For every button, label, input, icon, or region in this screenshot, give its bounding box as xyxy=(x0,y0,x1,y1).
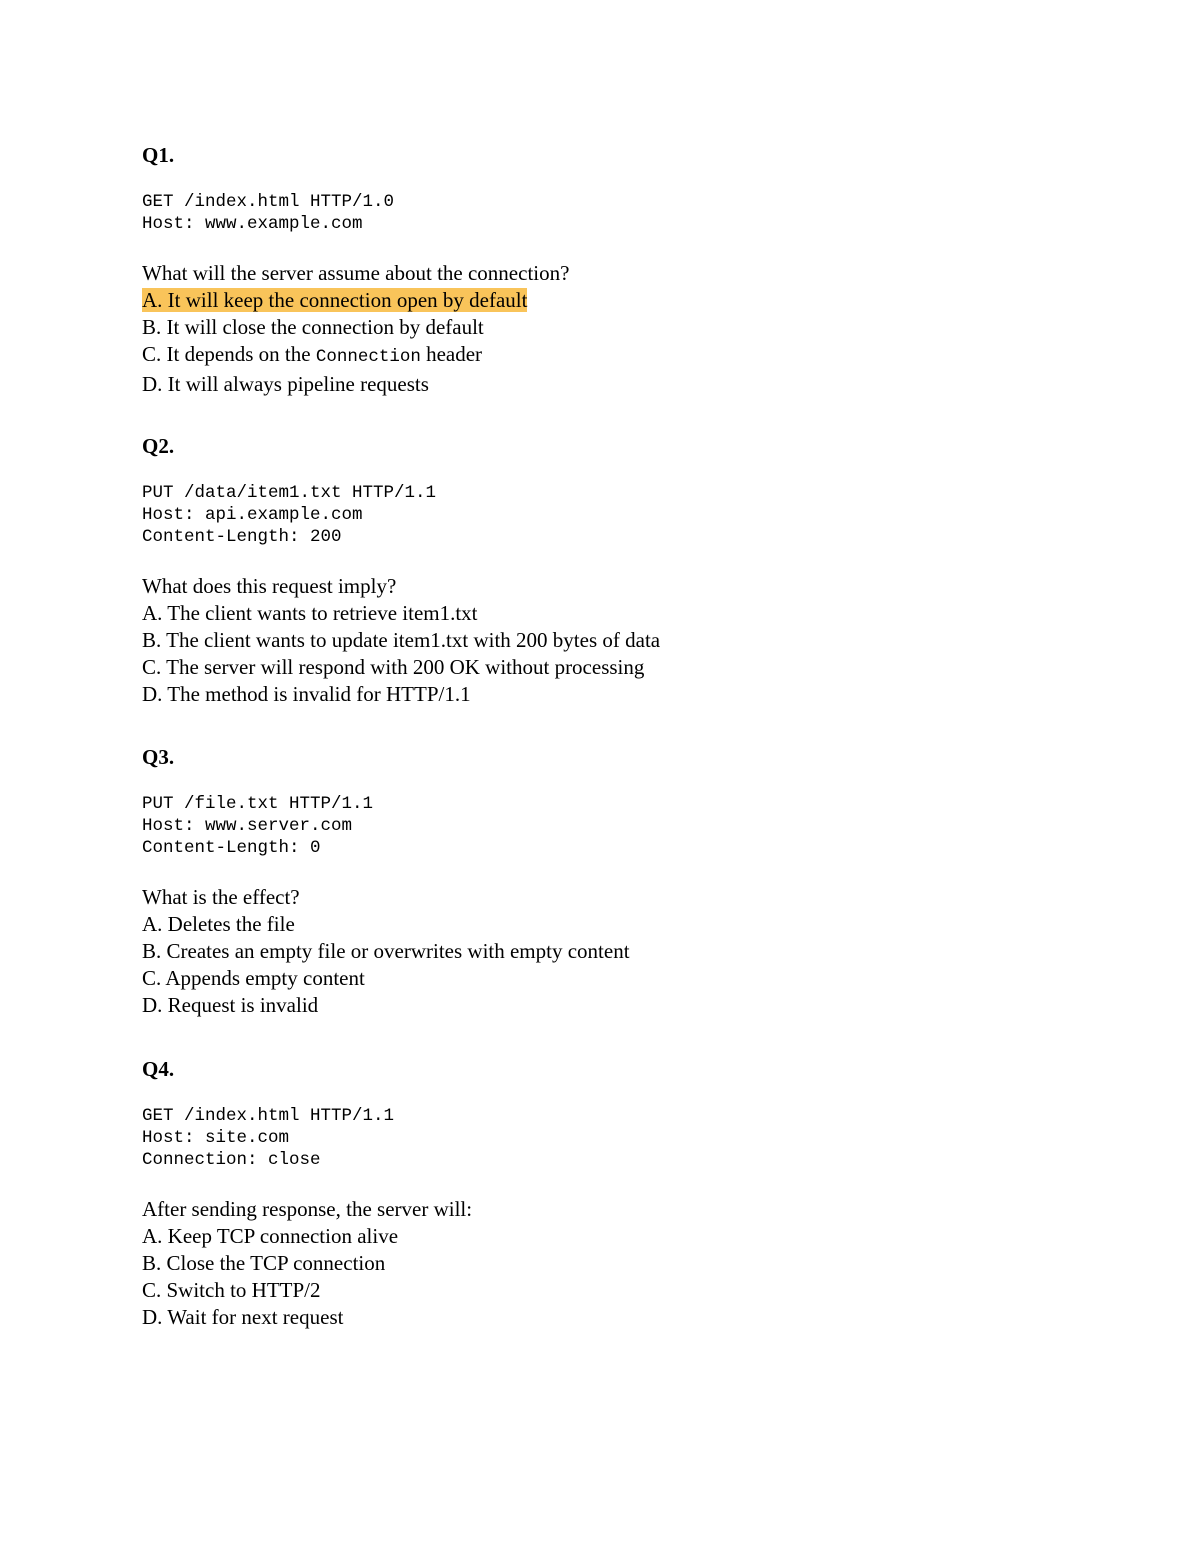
answer-option-d: D. The method is invalid for HTTP/1.1 xyxy=(142,682,471,706)
answer-options xyxy=(142,287,1142,398)
http-request-code: PUT /data/item1.txt HTTP/1.1 Host: api.example.com Content-Length: 200 xyxy=(142,483,437,547)
question-prompt: What is the effect? xyxy=(142,885,300,909)
question-heading: Q2. xyxy=(142,434,175,458)
http-request-code: PUT /file.txt HTTP/1.1 Host: www.server.com Content-Length: 0 xyxy=(142,794,374,858)
answer-option-b: B. Close the TCP connection xyxy=(142,1251,386,1275)
answer-option-b: B. It will close the connection by default xyxy=(142,315,484,339)
answer-option-b: B. Creates an empty file or overwrites with empty content xyxy=(142,939,630,963)
answer-option-d: D. It will always pipeline requests xyxy=(142,372,429,396)
question-4 xyxy=(142,1056,1142,1331)
highlighted-answer: A. It will keep the connection open by default xyxy=(142,288,528,312)
option-text-suffix: header xyxy=(420,342,483,366)
question-3 xyxy=(142,744,1142,1019)
answer-options xyxy=(142,600,1142,708)
http-request-code: GET /index.html HTTP/1.1 Host: site.com Connection: close xyxy=(142,1106,395,1170)
answer-option-c: C. Appends empty content xyxy=(142,966,365,990)
inline-code-connection: Connection xyxy=(315,347,421,367)
http-request-code: GET /index.html HTTP/1.0 Host: www.example.com xyxy=(142,192,395,234)
answer-option-d: D. Wait for next request xyxy=(142,1305,344,1329)
answer-option-c xyxy=(142,341,1142,371)
answer-option-a: A. The client wants to retrieve item1.txt xyxy=(142,601,478,625)
answer-option-a: A. Keep TCP connection alive xyxy=(142,1224,399,1248)
question-1 xyxy=(142,142,1142,398)
answer-option-a: A. Deletes the file xyxy=(142,912,295,936)
question-heading: Q3. xyxy=(142,745,175,769)
question-prompt: After sending response, the server will: xyxy=(142,1197,473,1221)
answer-options xyxy=(142,911,1142,1019)
question-2 xyxy=(142,433,1142,708)
answer-option-b: B. The client wants to update item1.txt with 200 bytes of data xyxy=(142,628,661,652)
answer-option-a xyxy=(142,287,1142,314)
question-prompt: What does this request imply? xyxy=(142,574,397,598)
answer-options xyxy=(142,1223,1142,1331)
answer-option-d: D. Request is invalid xyxy=(142,993,319,1017)
answer-option-c: C. Switch to HTTP/2 xyxy=(142,1278,321,1302)
option-text-prefix: C. It depends on the xyxy=(142,342,316,366)
question-heading: Q4. xyxy=(142,1057,175,1081)
question-heading: Q1. xyxy=(142,143,175,167)
question-prompt: What will the server assume about the connection? xyxy=(142,261,570,285)
answer-option-c: C. The server will respond with 200 OK without processing xyxy=(142,655,645,679)
